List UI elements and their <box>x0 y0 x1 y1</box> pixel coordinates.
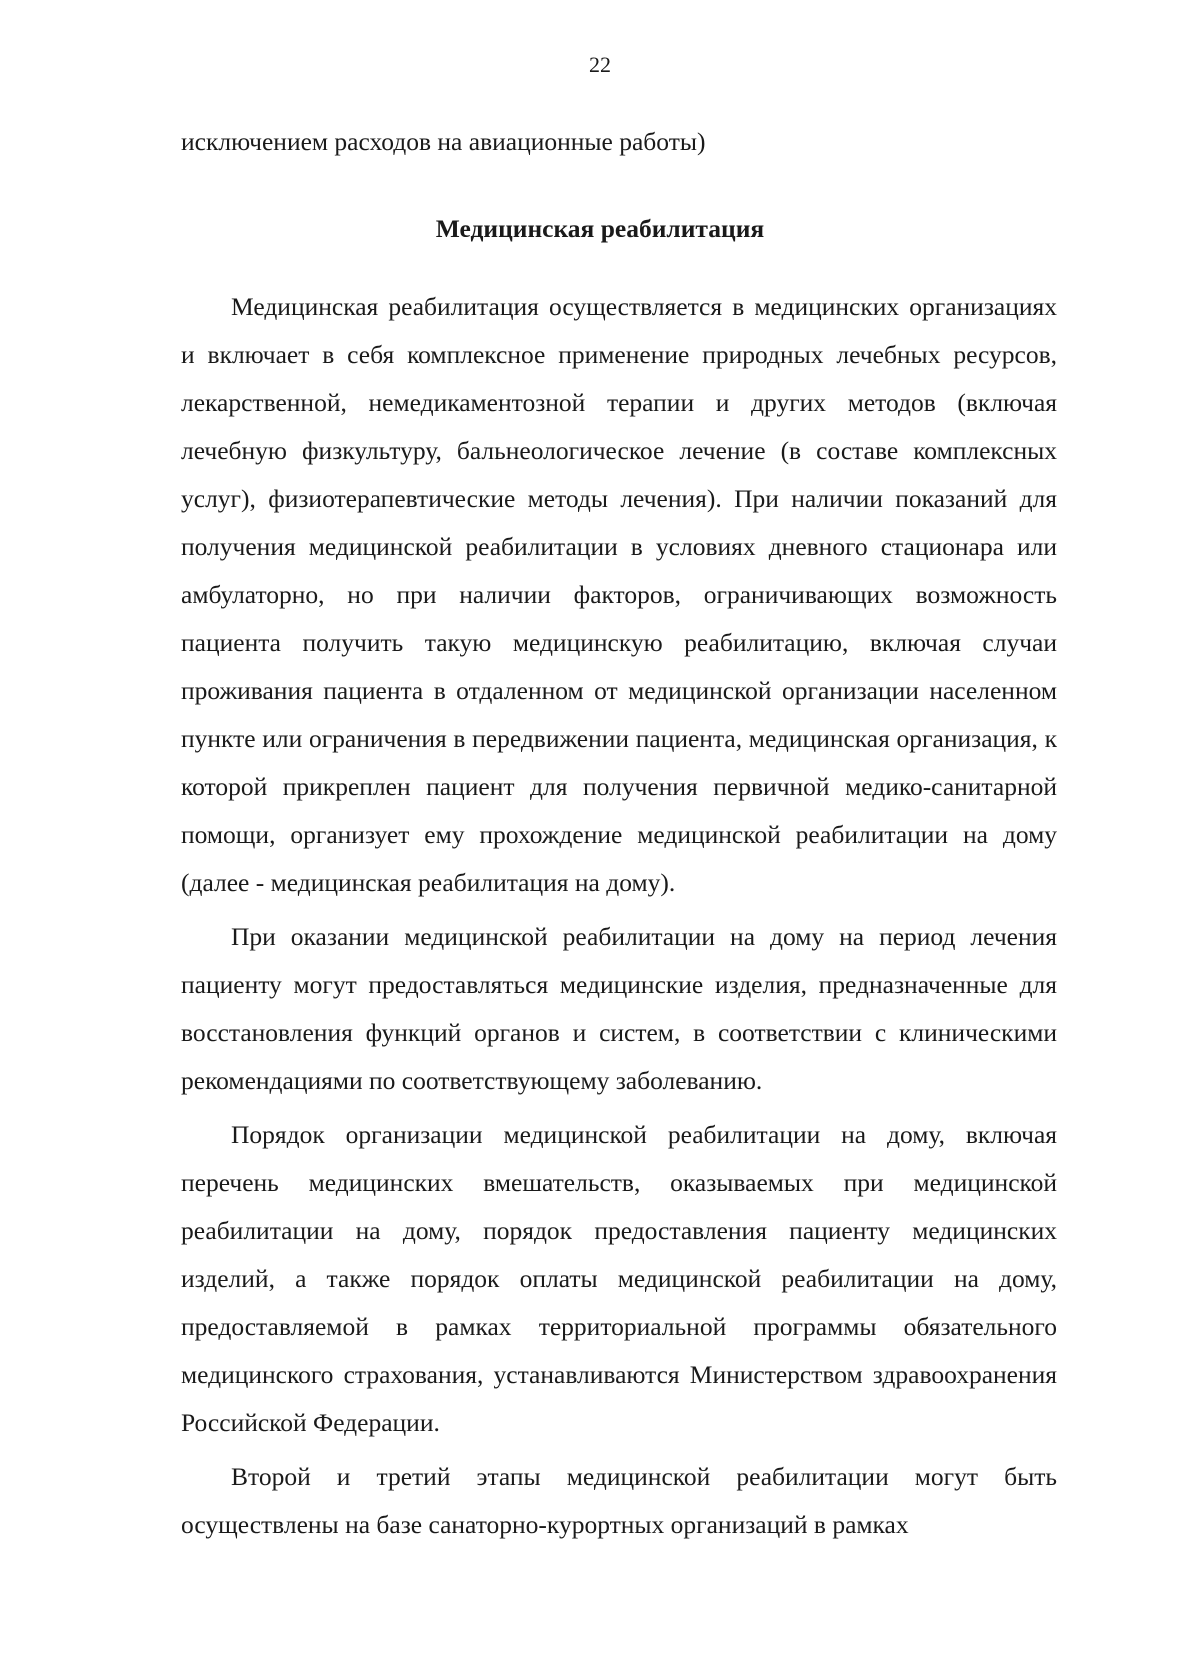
section-heading: Медицинская реабилитация <box>435 214 765 243</box>
section-body <box>181 283 1057 1555</box>
paragraph: Второй и третий этапы медицинской реабилитации могут быть осуществлены на базе санаторно-курортных организаций в рамках <box>181 1462 1057 1539</box>
continuation-text: исключением расходов на авиационные работы) <box>181 127 706 156</box>
page-number: 22 <box>589 52 611 77</box>
paragraph: Медицинская реабилитация осуществляется в медицинских организациях и включает в себя комплексное применение природных лечебных ресурсов, лекарственной, немедикаментозной терапии и других методов (включая лечебную физкультуру, бальнеологическое лечение (в составе комплексных услуг), физиотерапевтические методы лечения). При наличии показаний для получения медицинской реабилитации в условиях дневного стационара или амбулаторно, но при наличии факторов, ограничивающих возможность пациента получить такую медицинскую реабилитацию, включая случаи проживания пациента в отдаленном от медицинской организации населенном пункте или ограничения в передвижении пациента, медицинская организация, к которой прикреплен пациент для получения первичной медико-санитарной помощи, организует ему прохождение медицинской реабилитации на дому (далее - медицинская реабилитация на дому). <box>181 292 1057 897</box>
paragraph: При оказании медицинской реабилитации на дому на период лечения пациенту могут предоставляться медицинские изделия, предназначенные для восстановления функций органов и систем, в соответствии с клиническими рекомендациями по соответствующему заболеванию. <box>181 922 1057 1095</box>
paragraph: Порядок организации медицинской реабилитации на дому, включая перечень медицинских вмешательств, оказываемых при медицинской реабилитации на дому, порядок предоставления пациенту медицинских изделий, а также порядок оплаты медицинской реабилитации на дому, предоставляемой в рамках территориальной программы обязательного медицинского страхования, устанавливаются Министерством здравоохранения Российской Федерации. <box>181 1120 1057 1437</box>
